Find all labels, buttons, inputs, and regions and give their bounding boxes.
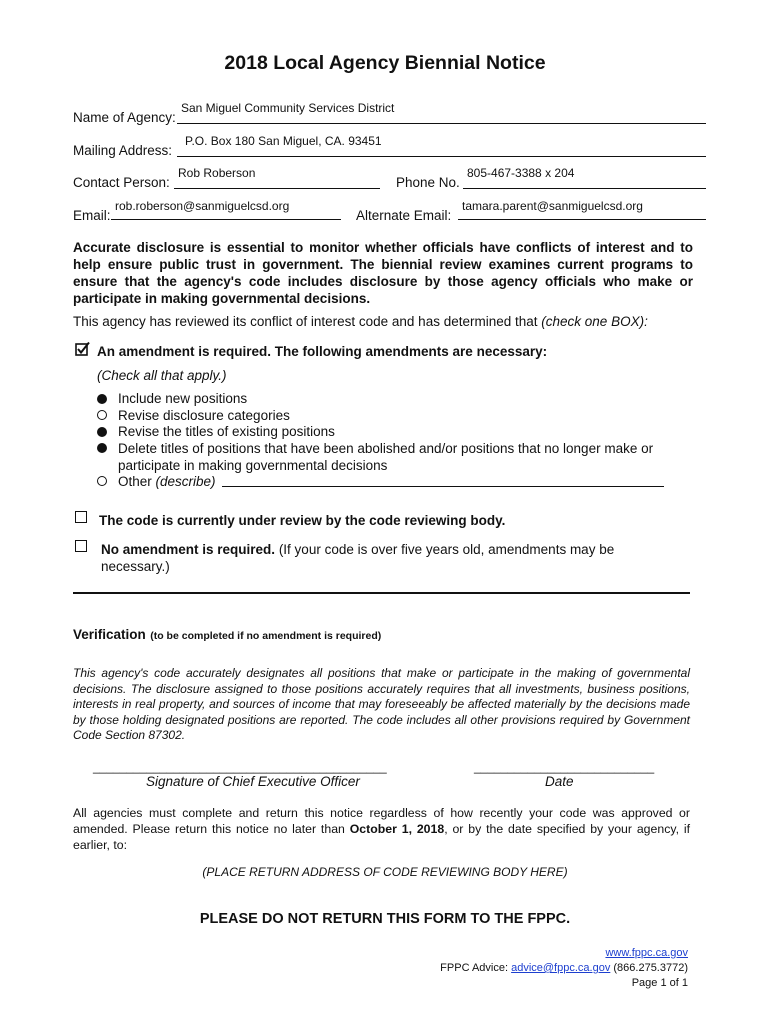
footer	[440, 946, 688, 991]
agency-value[interactable]: San Miguel Community Services District	[181, 101, 395, 115]
amendment-item-label: Include new positions	[118, 391, 248, 406]
return-deadline: October 1, 2018	[349, 822, 445, 836]
review-statement-text: This agency has reviewed its conflict of interest code and has determined that	[73, 314, 538, 329]
radio-revise-titles[interactable]	[97, 427, 107, 437]
amendment-checkbox[interactable]	[75, 341, 90, 356]
no-amendment-checkbox[interactable]	[75, 540, 87, 552]
advice-label: FPPC Advice:	[440, 962, 512, 974]
amendment-sub-instruction: (Check all that apply.)	[97, 368, 227, 383]
verification-body: This agency's code accurately designates all positions that make or participate in the making of governmental decisions. The disclosure assigned to those positions accurately requires that all investments, business positions, interests in real property, and sources of income that may foreseeably be affected materially by the decisions made by those holding designated positions are reported. The code includes all other provisions required by Government Code Section 87302.	[73, 666, 690, 742]
no-amendment-text	[101, 541, 661, 558]
verification-note: (to be completed if no amendment is required)	[150, 630, 382, 642]
verification-title: Verification	[73, 627, 146, 642]
radio-delete-titles[interactable]	[97, 443, 107, 453]
phone-label: Phone No.	[396, 175, 460, 190]
under-review-checkbox[interactable]	[75, 511, 87, 523]
return-notice	[73, 805, 690, 853]
other-label: Other	[118, 474, 152, 489]
alt-email-line	[458, 219, 706, 220]
contact-label: Contact Person:	[73, 175, 170, 190]
page-number: Page 1 of 1	[631, 977, 688, 989]
under-review-label: The code is currently under review by the code reviewing body.	[99, 513, 506, 528]
intro-paragraph: Accurate disclosure is essential to monitor whether officials have conflicts of interest and to help ensure public trust in government. The biennial review examines current programs to ensure that the agency's code includes disclosure by those agency officials who make or participate in making governmental decisions.	[73, 240, 693, 306]
footer-advice	[440, 961, 688, 976]
advice-phone: (866.275.3772)	[610, 962, 688, 974]
amendment-item-label: Revise disclosure categories	[118, 408, 290, 423]
review-statement	[73, 313, 703, 330]
date-line[interactable]: ___________________________	[474, 760, 655, 774]
mailing-value[interactable]: P.O. Box 180 San Miguel, CA. 93451	[185, 134, 382, 148]
verification-heading	[73, 626, 381, 644]
other-describe-line[interactable]	[222, 486, 664, 487]
contact-value[interactable]: Rob Roberson	[178, 166, 256, 180]
amendment-label: An amendment is required. The following amendments are necessary:	[97, 344, 548, 359]
agency-line	[177, 123, 706, 124]
review-instruction: (check one BOX):	[541, 314, 648, 329]
email-label: Email:	[73, 208, 111, 223]
phone-value[interactable]: 805-467-3388 x 204	[467, 166, 575, 180]
mailing-line	[177, 156, 706, 157]
no-amendment-note-cont: necessary.)	[101, 559, 170, 574]
amendment-item-label-cont: participate in making governmental decisions	[118, 458, 388, 473]
radio-revise-categories[interactable]	[97, 410, 107, 420]
fppc-website-link[interactable]: www.fppc.ca.gov	[605, 947, 688, 959]
no-amendment-label: No amendment is required.	[101, 542, 276, 557]
contact-line	[174, 188, 380, 189]
amendment-item-label: Delete titles of positions that have been abolished and/or positions that no longer make or	[118, 441, 654, 456]
return-notice-part1: All agencies must complete and return this notice regardless of how recently your code was approved or amended. Please return this notice no later than	[73, 806, 690, 836]
email-value[interactable]: rob.roberson@sanmiguelcsd.org	[115, 199, 290, 213]
section-divider	[73, 592, 690, 594]
signature-label: Signature of Chief Executive Officer	[146, 774, 360, 789]
phone-line	[463, 188, 706, 189]
amendment-item-label: Revise the titles of existing positions	[118, 424, 335, 439]
email-line	[111, 219, 341, 220]
advice-email-link[interactable]: advice@fppc.ca.gov	[511, 962, 611, 974]
other-describe: (describe)	[155, 474, 216, 489]
no-amendment-note: (If your code is over five years old, amendments may be	[278, 542, 615, 557]
radio-other[interactable]	[97, 476, 107, 486]
agency-label: Name of Agency:	[73, 110, 176, 125]
date-label: Date	[545, 774, 574, 789]
radio-include-new-positions[interactable]	[97, 394, 107, 404]
mailing-label: Mailing Address:	[73, 143, 173, 158]
alt-email-value[interactable]: tamara.parent@sanmiguelcsd.org	[462, 199, 643, 213]
alt-email-label: Alternate Email:	[356, 208, 452, 223]
return-address-placeholder: (PLACE RETURN ADDRESS OF CODE REVIEWING BODY HERE)	[202, 865, 568, 879]
checked-box-icon	[75, 341, 90, 356]
amendment-item-other	[118, 473, 216, 490]
signature-line[interactable]: ____________________________________________	[93, 760, 387, 774]
warning-text: PLEASE DO NOT RETURN THIS FORM TO THE FPPC.	[199, 911, 571, 927]
return-notice-part2: , or by the date specified by your agency, if earlier, to:	[73, 822, 690, 852]
page-title: 2018 Local Agency Biennial Notice	[224, 52, 546, 74]
